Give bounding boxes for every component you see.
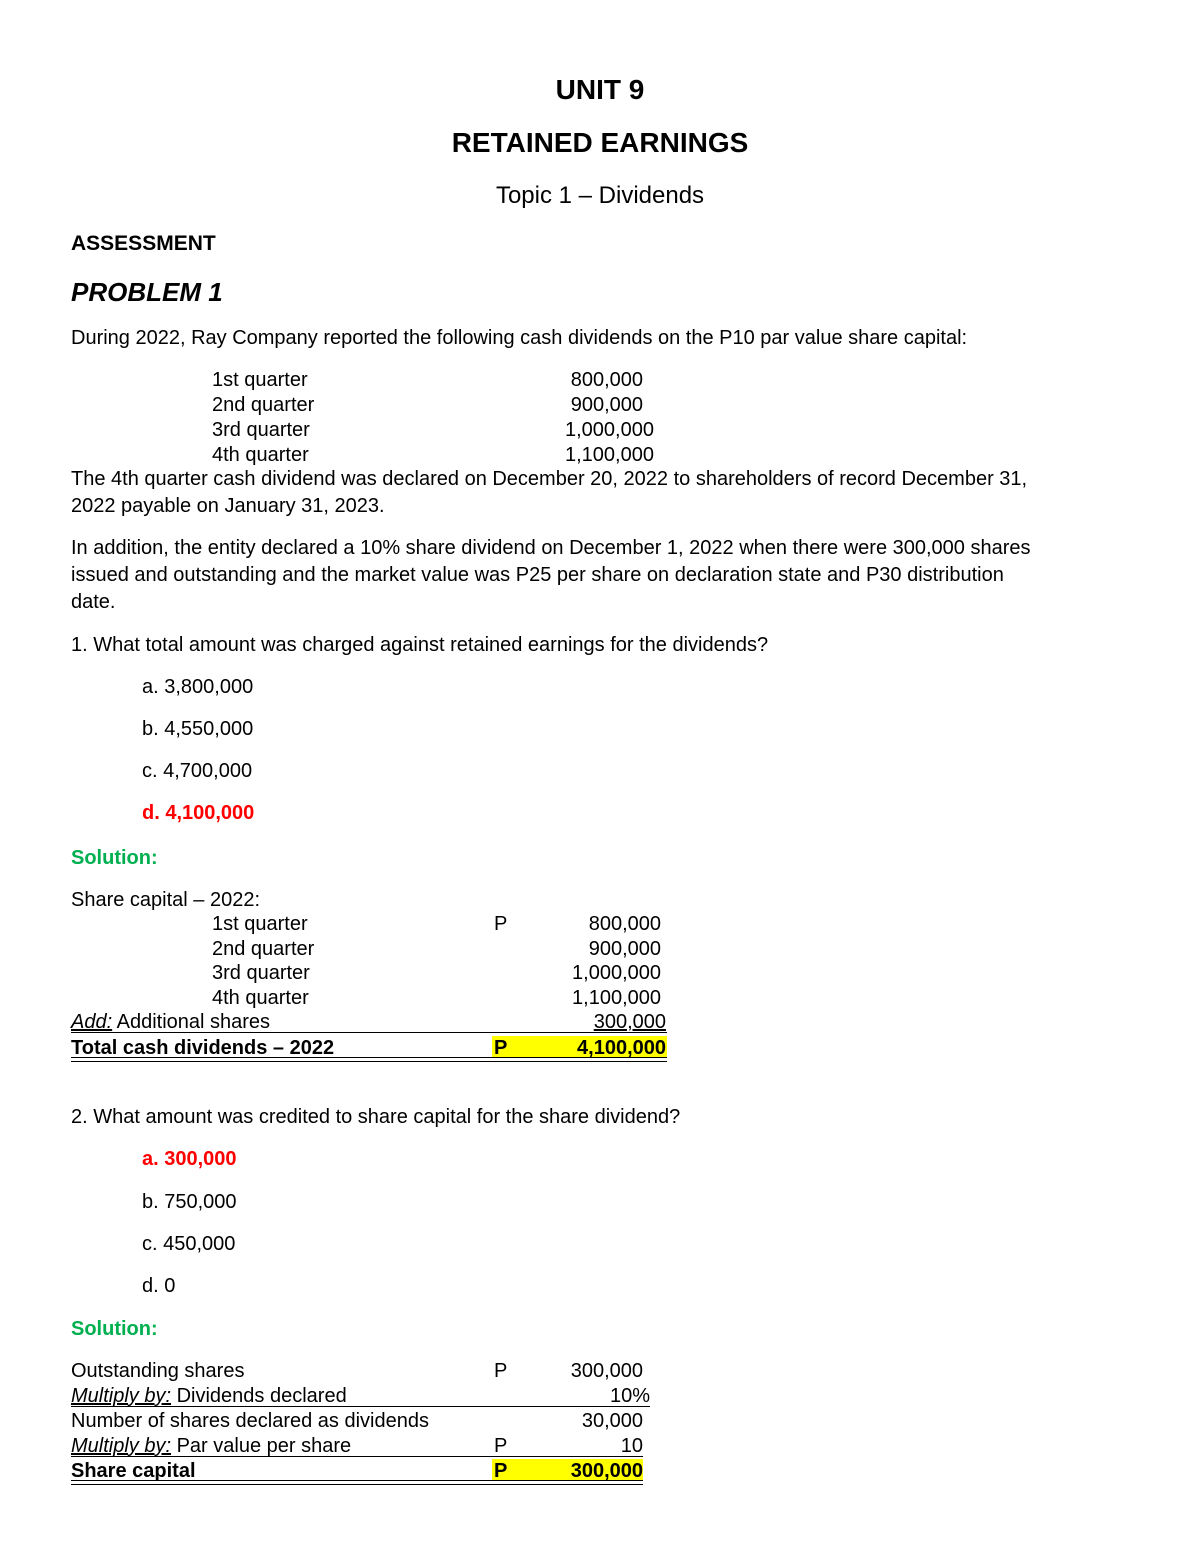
- row-amount: 10%: [609, 1385, 650, 1407]
- paragraph-line: date.: [71, 591, 116, 613]
- question-2: 2. What amount was credited to share capital for the share dividend?: [71, 1106, 681, 1128]
- unit-heading: UNIT 9: [555, 74, 645, 105]
- solution-table-title: Share capital – 2022:: [71, 889, 261, 911]
- subtotal-rule: [71, 1032, 667, 1033]
- total-currency: P: [494, 1460, 508, 1482]
- problem-title: PROBLEM 1: [71, 277, 223, 307]
- choice-a: a. 3,800,000: [142, 676, 254, 698]
- row-amount: 1,000,000: [572, 962, 661, 984]
- paragraph-line: 2022 payable on January 31, 2023.: [71, 495, 385, 517]
- row-label: 1st quarter: [212, 913, 308, 935]
- row-label: [71, 1436, 351, 1456]
- quarter-label: 2nd quarter: [212, 394, 315, 416]
- choice-b: b. 750,000: [142, 1191, 237, 1213]
- total-double-rule: [71, 1480, 643, 1485]
- row-prefix: Multiply by:: [71, 1385, 172, 1407]
- choice-a-answer: a. 300,000: [142, 1148, 237, 1170]
- paragraph-line: issued and outstanding and the market value was P25 per share on declaration state and P30 distribution: [71, 564, 1004, 586]
- row-label: 3rd quarter: [212, 962, 310, 984]
- row-prefix: Multiply by:: [71, 1435, 172, 1457]
- add-amount: 300,000: [593, 1011, 666, 1033]
- row-text: Outstanding shares: [71, 1360, 245, 1382]
- row-label: 2nd quarter: [212, 938, 315, 960]
- row-currency: P: [494, 1360, 508, 1382]
- row-amount: 800,000: [588, 913, 661, 935]
- total-currency: P: [494, 1037, 508, 1059]
- paragraph-line: In addition, the entity declared a 10% share dividend on December 1, 2022 when there were 300,000 shares: [71, 537, 1031, 559]
- topic-subtitle: Topic 1 – Dividends: [495, 182, 705, 209]
- section-heading: ASSESSMENT: [71, 232, 216, 255]
- total-amount: 4,100,000: [577, 1037, 666, 1059]
- quarter-amount: 900,000: [570, 394, 643, 416]
- row-label: 4th quarter: [212, 987, 309, 1009]
- choice-b: b. 4,550,000: [142, 718, 254, 740]
- add-row-label: [71, 1012, 270, 1032]
- quarter-label: 3rd quarter: [212, 419, 310, 441]
- row-amount: 900,000: [588, 938, 661, 960]
- quarter-amount: 1,000,000: [565, 419, 654, 441]
- row-amount: 10: [620, 1435, 643, 1457]
- choice-c: c. 450,000: [142, 1233, 236, 1255]
- row-amount: 1,100,000: [572, 987, 661, 1009]
- row-amount: 30,000: [581, 1410, 643, 1432]
- row-amount: 300,000: [570, 1360, 643, 1382]
- add-prefix: Add:: [71, 1011, 113, 1033]
- choice-c: c. 4,700,000: [142, 760, 253, 782]
- row-currency: P: [494, 1435, 508, 1457]
- add-label: Additional shares: [112, 1011, 271, 1033]
- paragraph-line: The 4th quarter cash dividend was declared on December 20, 2022 to shareholders of record December 31,: [71, 468, 1028, 490]
- row-text: Number of shares declared as dividends: [71, 1410, 429, 1432]
- total-double-rule: [71, 1057, 667, 1062]
- page-title: RETAINED EARNINGS: [451, 127, 749, 158]
- row-rule: [71, 1456, 643, 1457]
- row-text: Par value per share: [171, 1435, 352, 1457]
- choice-d-answer: d. 4,100,000: [142, 802, 255, 824]
- row-text: Dividends declared: [171, 1385, 347, 1407]
- choice-d: d. 0: [142, 1275, 176, 1297]
- total-label: Share capital: [71, 1460, 196, 1482]
- quarter-amount: 800,000: [570, 369, 643, 391]
- row-label: [71, 1386, 347, 1406]
- row-label: [71, 1411, 429, 1431]
- row-rule: [71, 1406, 650, 1407]
- problem-intro: During 2022, Ray Company reported the following cash dividends on the P10 par value share capital:: [71, 327, 968, 349]
- quarter-label: 4th quarter: [212, 444, 309, 466]
- total-amount: 300,000: [570, 1460, 643, 1482]
- solution-label: Solution:: [71, 1318, 158, 1340]
- question-1: 1. What total amount was charged against retained earnings for the dividends?: [71, 634, 769, 656]
- solution-label: Solution:: [71, 847, 158, 869]
- row-currency: P: [494, 913, 508, 935]
- quarter-label: 1st quarter: [212, 369, 308, 391]
- total-label: Total cash dividends – 2022: [71, 1037, 335, 1059]
- quarter-amount: 1,100,000: [565, 444, 654, 466]
- row-label: [71, 1361, 244, 1381]
